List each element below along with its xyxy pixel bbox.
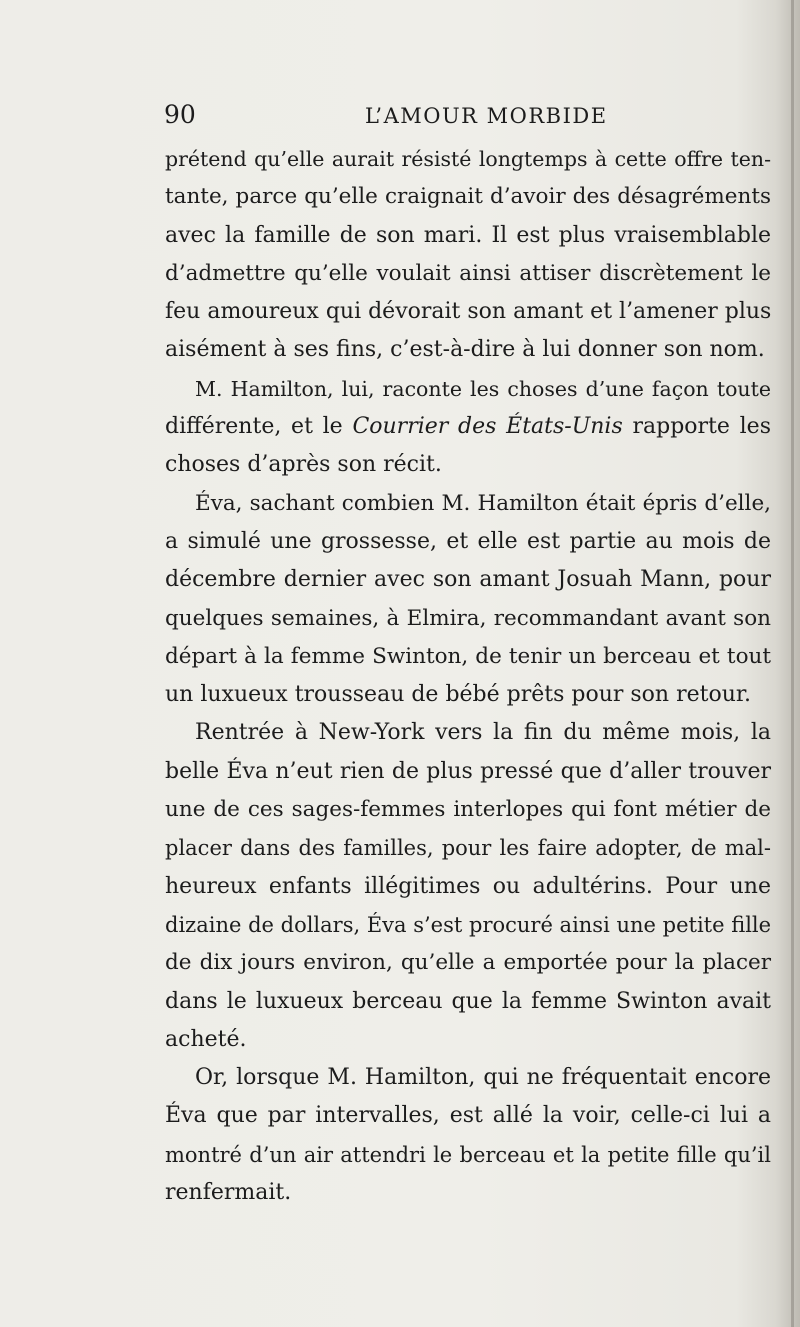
- text-line: dans le luxueux berceau que la femme Swinton avait: [165, 988, 771, 1014]
- text-line: Éva que par intervalles, est allé la voir, celle-ci lui a: [165, 1103, 771, 1129]
- running-head: [0, 96, 800, 136]
- text-line: décembre dernier avec son amant Josuah Mann, pour: [165, 567, 771, 593]
- text-segment: rapporte les: [632, 414, 771, 440]
- text-line: un luxueux trousseau de bébé prêts pour son retour.: [165, 682, 751, 708]
- text-line: acheté.: [165, 1026, 247, 1052]
- text-line: renfermait.: [165, 1180, 292, 1206]
- text-segment: différente, et le: [165, 414, 343, 440]
- text-line: de dix jours environ, qu’elle a emportée pour la placer: [165, 950, 771, 976]
- text-line: avec la famille de son mari. Il est plus vraisemblable: [165, 222, 771, 248]
- text-line: choses d’après son récit.: [165, 452, 442, 478]
- text-line: heureux enfants illégitimes ou adultérins. Pour une: [165, 873, 771, 899]
- text-line: une de ces sages-femmes interlopes qui font métier de: [165, 797, 771, 823]
- body-text: [165, 140, 771, 1212]
- text-line: prétend qu’elle aurait résisté longtemps à cette offre ten-: [165, 147, 771, 171]
- text-line: départ à la femme Swinton, de tenir un berceau et tout: [165, 643, 771, 669]
- text-line: Éva, sachant combien M. Hamilton était épris d’elle,: [195, 490, 771, 516]
- page-edge-shadow: [791, 0, 794, 1327]
- text-line: montré d’un air attendri le berceau et la petite fille qu’il: [165, 1142, 771, 1167]
- text-line: dizaine de dollars, Éva s’est procuré ainsi une petite fille: [165, 912, 772, 937]
- text-line: placer dans des familles, pour les faire adopter, de mal-: [165, 836, 771, 861]
- text-line: Or, lorsque M. Hamilton, qui ne fréquentait encore: [195, 1065, 771, 1091]
- text-line: M. Hamilton, lui, raconte les choses d’une façon toute: [195, 376, 771, 401]
- newspaper-title: Courrier des États-Unis: [352, 414, 623, 440]
- running-title: L’AMOUR MORBIDE: [365, 104, 608, 128]
- page-number: 90: [164, 100, 196, 129]
- text-line: a simulé une grossesse, et elle est partie au mois de: [165, 528, 771, 554]
- text-line-mixed: [165, 408, 771, 446]
- text-line: aisément à ses fins, c’est-à-dire à lui donner son nom.: [165, 337, 765, 363]
- text-line: feu amoureux qui dévorait son amant et l’amener plus: [165, 299, 772, 325]
- text-line: tante, parce qu’elle craignait d’avoir des désagréments: [165, 184, 771, 210]
- text-line: Rentrée à New-York vers la fin du même mois, la: [195, 720, 771, 746]
- text-line: quelques semaines, à Elmira, recommandant avant son: [165, 605, 771, 631]
- text-line: belle Éva n’eut rien de plus pressé que d’aller trouver: [165, 758, 771, 784]
- text-line: d’admettre qu’elle voulait ainsi attiser discrètement le: [165, 260, 771, 286]
